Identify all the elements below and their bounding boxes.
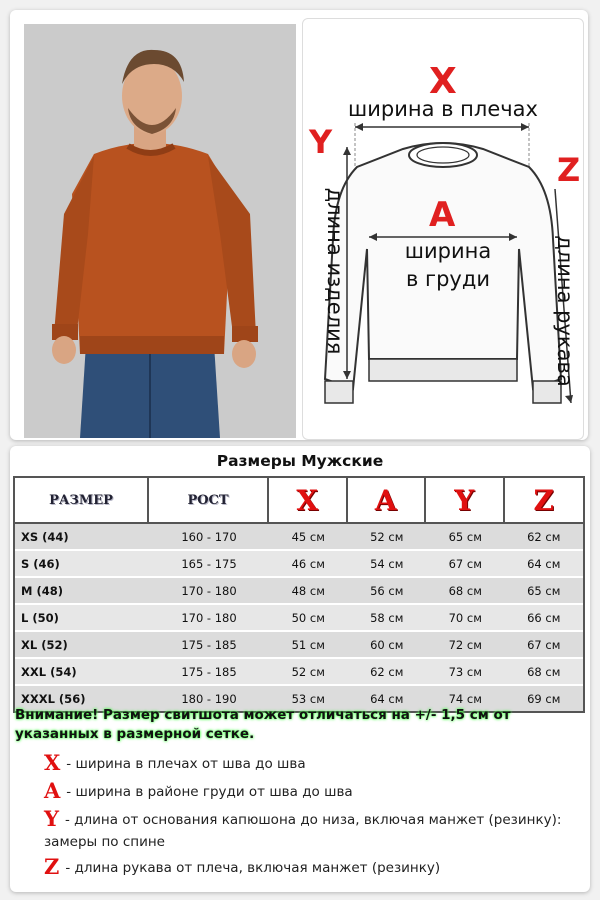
cell-z: 67 см (505, 632, 584, 659)
legend-item-z (44, 856, 564, 879)
model-photo (24, 24, 296, 438)
cell-y: 68 см (426, 578, 505, 605)
cell-x: 52 см (269, 659, 348, 686)
header-y: Y (426, 478, 505, 524)
z-label-text: длина рукава (553, 235, 577, 387)
cell-x: 50 см (269, 605, 348, 632)
x-label-text: ширина в плечах (348, 97, 538, 121)
size-table (13, 476, 585, 713)
x-label-letter: X (429, 61, 457, 102)
cell-size: L (50) (15, 605, 149, 632)
cell-y: 70 см (426, 605, 505, 632)
size-table-header-row (15, 478, 583, 524)
y-label-text: длина изделия (323, 187, 347, 355)
cell-height: 165 - 175 (149, 551, 269, 578)
header-a: A (348, 478, 427, 524)
y-label-letter: Y (309, 123, 333, 161)
cell-y: 67 см (426, 551, 505, 578)
cell-x: 53 см (269, 686, 348, 711)
model-illustration (24, 24, 296, 438)
cell-x: 45 см (269, 524, 348, 551)
cell-size: M (48) (15, 578, 149, 605)
size-table-title: Размеры Мужские (216, 452, 384, 470)
cell-z: 68 см (505, 659, 584, 686)
header-z: Z (505, 478, 584, 524)
cell-a: 62 см (348, 659, 427, 686)
cell-z: 66 см (505, 605, 584, 632)
cell-size: XL (52) (15, 632, 149, 659)
cell-a: 56 см (348, 578, 427, 605)
cell-size: S (46) (15, 551, 149, 578)
legend-text-x: - ширина в плечах от шва до шва (66, 756, 306, 772)
cell-size: XXXL (56) (15, 686, 149, 711)
cell-a: 54 см (348, 551, 427, 578)
legend-text-y: - длина от основания капюшона до низа, включая манжет (резинку): замеры по спине (44, 812, 562, 850)
table-row (15, 659, 583, 686)
legend-item-a (44, 780, 564, 803)
a-label-text-line1: ширина (404, 239, 492, 263)
cell-a: 52 см (348, 524, 427, 551)
cell-y: 73 см (426, 659, 505, 686)
cell-z: 65 см (505, 578, 584, 605)
cell-y: 72 см (426, 632, 505, 659)
cell-a: 64 см (348, 686, 427, 711)
cell-height: 175 - 185 (149, 632, 269, 659)
z-label-letter: Z (557, 151, 581, 189)
header-height: РОСТ (149, 478, 269, 524)
cell-height: 180 - 190 (149, 686, 269, 711)
cell-x: 48 см (269, 578, 348, 605)
cell-height: 170 - 180 (149, 605, 269, 632)
cell-x: 46 см (269, 551, 348, 578)
cell-height: 160 - 170 (149, 524, 269, 551)
table-row (15, 578, 583, 605)
header-x: X (269, 478, 348, 524)
legend-letter-a: A (44, 778, 61, 803)
cell-z: 69 см (505, 686, 584, 711)
cell-height: 170 - 180 (149, 578, 269, 605)
cell-a: 60 см (348, 632, 427, 659)
legend-item-x (44, 752, 564, 775)
size-table-body (15, 524, 583, 711)
product-images-card (10, 10, 588, 440)
legend-letter-z: Z (44, 854, 60, 879)
cell-a: 58 см (348, 605, 427, 632)
table-row (15, 524, 583, 551)
legend-letter-x: X (44, 750, 61, 775)
cell-size: XXL (54) (15, 659, 149, 686)
legend-item-y (44, 808, 564, 853)
header-size: РАЗМЕР (15, 478, 149, 524)
a-label-text-line2: в груди (405, 267, 490, 291)
table-row (15, 551, 583, 578)
warning-note: Внимание! Размер свитшота может отличаться на +/- 1,5 см от указанных в размерной сетке. (15, 707, 511, 742)
a-label-letter: A (429, 195, 456, 235)
measurement-diagram (302, 18, 584, 440)
cell-z: 62 см (505, 524, 584, 551)
table-row (15, 632, 583, 659)
size-chart-card (10, 446, 590, 892)
cell-z: 64 см (505, 551, 584, 578)
legend-letter-y: Y (44, 806, 59, 831)
cell-y: 65 см (426, 524, 505, 551)
table-row (15, 605, 583, 632)
cell-x: 51 см (269, 632, 348, 659)
cell-size: XS (44) (15, 524, 149, 551)
cell-height: 175 - 185 (149, 659, 269, 686)
legend-text-z: - длина рукава от плеча, включая манжет (резинку) (65, 860, 441, 876)
legend-text-a: - ширина в районе груди от шва до шва (66, 784, 353, 800)
cell-y: 74 см (426, 686, 505, 711)
